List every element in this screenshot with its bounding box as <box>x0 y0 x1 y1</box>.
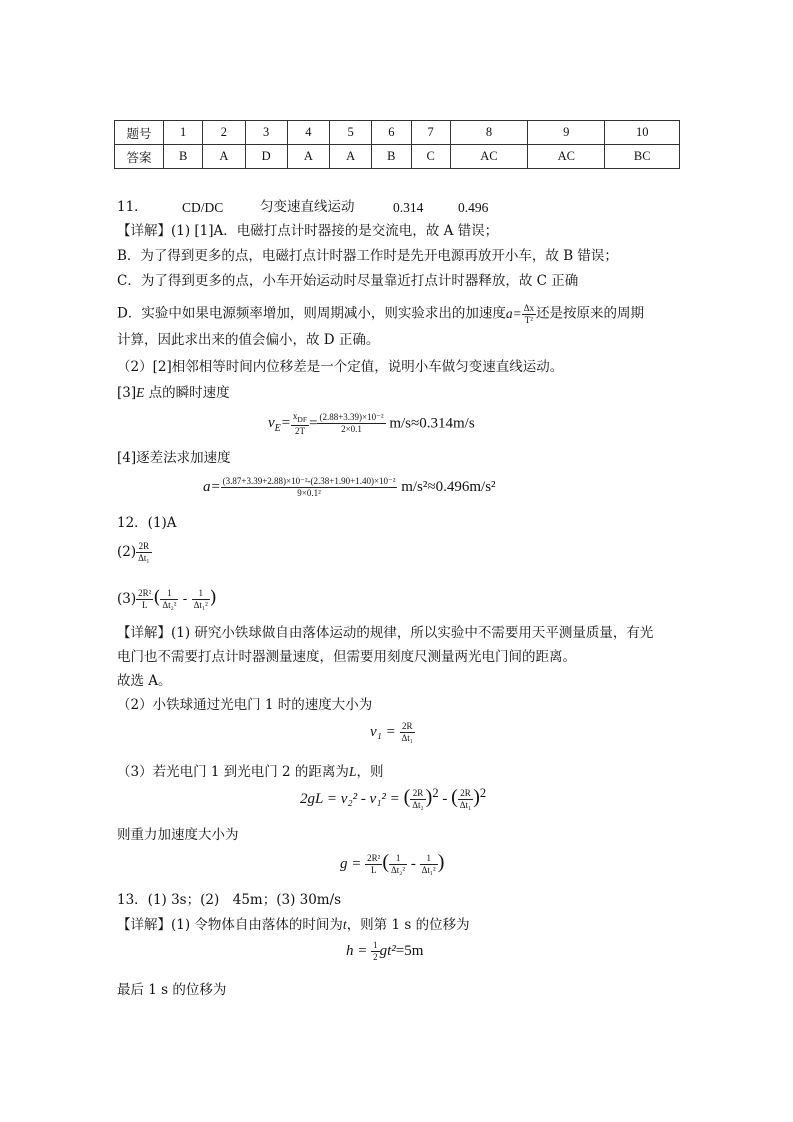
q12-label-3: (3) <box>117 591 137 607</box>
table-header-number: 题号 <box>115 121 164 145</box>
q11-detail-line-3: C．为了得到更多的点，小车开始运动时尽量靠近打点计时器释放，故 C 正确 <box>117 273 579 289</box>
q11-line-4-end: 还是按原来的周期 <box>536 305 644 322</box>
ve-numerator: (2.88+3.39)×10⁻² <box>319 412 384 423</box>
q13-line-1-end: ，则第 1 s 的位移为 <box>346 917 470 933</box>
table-cell: B <box>372 145 411 169</box>
q13-line-1-start: 【详解】(1) 令物体自由落体的时间为 <box>117 917 343 933</box>
formula-a: a= $\frac{\Delta x}{\text{T²}}$ <box>505 303 534 325</box>
q11-detail-line-5: 计算，因此求出来的值会偏小，故 D 正确。 <box>117 332 380 348</box>
table-cell: A <box>203 145 245 169</box>
table-cell: BC <box>605 145 680 169</box>
a-result: m/s²≈0.496m/s² <box>401 478 496 495</box>
table-cell: 7 <box>411 121 450 145</box>
table-cell: AC <box>450 145 527 169</box>
line-7-text: 点的瞬时速度 <box>144 385 230 401</box>
line-5-end: ，则 <box>356 764 384 780</box>
q12-detail-line-5 <box>117 762 383 782</box>
q11-answer-1: CD/DC <box>182 200 224 215</box>
q11-answer-3: 0.314 <box>393 200 424 215</box>
table-cell: 10 <box>605 121 680 145</box>
q12-label-2: (2) <box>117 544 137 560</box>
q11-detail-line-4 <box>117 303 644 326</box>
q12-detail-line-1: 【详解】(1) 研究小铁球做自由落体运动的规律，所以实验中不需要用天平测量质量，有光 <box>117 625 654 641</box>
table-cell: 5 <box>329 121 371 145</box>
q13-detail-line-1 <box>117 915 470 935</box>
q11-answer-4: 0.496 <box>458 200 489 215</box>
table-cell: 1 <box>164 121 203 145</box>
table-cell: 6 <box>372 121 411 145</box>
table-cell: A <box>287 145 329 169</box>
q13-answers: 13．(1) 3s；(2) 45m；(3) 30m/s <box>117 892 342 908</box>
table-row-answers <box>115 145 680 169</box>
equation-2gl: 2gL = v₂² - v₁² = ( $\frac{2R}{\text{Δt₂}}$ )$^2$ - ( $\frac{2R}{\text{Δt₁}}$ )$^2$ <box>300 786 487 811</box>
q11-detail-line-6: （2）[2]相邻相等时间内位移差是一个定值，说明小车做匀变速直线运动。 <box>117 359 564 375</box>
q11-answer-2: 匀变速直线运动 <box>260 199 355 215</box>
table-cell: D <box>245 145 287 169</box>
h-result: =5m <box>395 942 424 959</box>
line-5-start: （3）若光电门 1 到光电门 2 的距离为 <box>117 764 349 780</box>
table-cell: C <box>411 145 450 169</box>
q11-line-4-start: D．实验中如果电源频率增加，则周期减小，则实验求出的加速度 <box>117 305 506 322</box>
q11-detail-line-2: B．为了得到更多的点，电磁打点计时器工作时是先开电源再放开小车，故 B 错误； <box>117 248 618 264</box>
q12-answer-3: (3) $\frac{\text{2R²}}{L}$ ( $\frac{1}{\text{Δt₂²}}$ - $\frac{1}{\text{Δt₁²}}$ ) <box>117 587 217 610</box>
table-cell: B <box>164 145 203 169</box>
q11-detail-line-8: [4]逐差法求加速度 <box>117 450 231 466</box>
label-3: [3] <box>117 385 137 401</box>
table-header-answer: 答案 <box>115 145 164 169</box>
variable-l: L <box>348 764 357 779</box>
equation-g: g = $\frac{\text{2R²}}{L}$ ( $\frac{1}{\text{Δt₂²}}$ - $\frac{1}{\text{Δt₁²}}$ ) <box>340 851 445 876</box>
table-cell: 3 <box>245 121 287 145</box>
q12-detail-line-4: （2）小铁球通过光电门 1 时的速度大小为 <box>117 697 373 713</box>
ve-denominator: 2×0.1 <box>341 424 362 435</box>
q12-answer-2: (2) $\frac{2R}{\text{Δt₁}}$ <box>117 541 150 563</box>
a-numerator: (3.87+3.39+2.88)×10⁻²-(2.38+1.90+1.40)×10⁻² <box>222 476 396 486</box>
q11-number: 11． <box>117 199 148 215</box>
q11-detail-line-1: 【详解】(1) [1]A．电磁打点计时器接的是交流电，故 A 错误； <box>117 223 499 239</box>
q11-detail-line-7 <box>117 383 230 403</box>
table-cell: 9 <box>528 121 605 145</box>
ve-result: m/s≈0.314m/s <box>389 415 475 432</box>
variable-e: E <box>136 385 145 400</box>
table-cell: 2 <box>203 121 245 145</box>
q13-detail-line-2: 最后 1 s 的位移为 <box>117 982 227 998</box>
q12-detail-line-2: 电门也不需要打点计时器测量速度，但需要用刻度尺测量两光电门间的距离。 <box>117 649 576 665</box>
equation-ve: $v_E=$ $\frac{x_{DF}}{2T}$ = $\frac{\text{(2.88+3.39)×10⁻²}}{2\times 0.1}$ m/s≈0.314m/s <box>268 411 475 436</box>
equation-h: h = $\frac{1}{2}$ gt²=5m <box>346 940 424 962</box>
variable-t: t <box>342 917 347 932</box>
table-cell: A <box>329 145 371 169</box>
equation-a: a= $\frac{\text{(3.87+3.39+2.88)×10⁻²-(2.38+1.90+1.40)×10⁻²}}{\text{9×0.1²}}$ m/s²≈0.496m/s² <box>203 476 496 498</box>
q12-detail-line-6: 则重力加速度大小为 <box>117 827 239 843</box>
table-cell: 4 <box>287 121 329 145</box>
q12-answer-1: 12．(1)A <box>117 515 177 531</box>
answer-table <box>114 120 680 169</box>
q12-detail-line-3: 故选 A。 <box>117 673 172 689</box>
a-denominator: 9×0.1² <box>297 488 321 498</box>
table-row-numbers <box>115 121 680 145</box>
table-cell: AC <box>528 145 605 169</box>
table-cell: 8 <box>450 121 527 145</box>
equation-v1: v₁ = $\frac{2R}{\text{Δt₁}}$ <box>370 721 413 743</box>
